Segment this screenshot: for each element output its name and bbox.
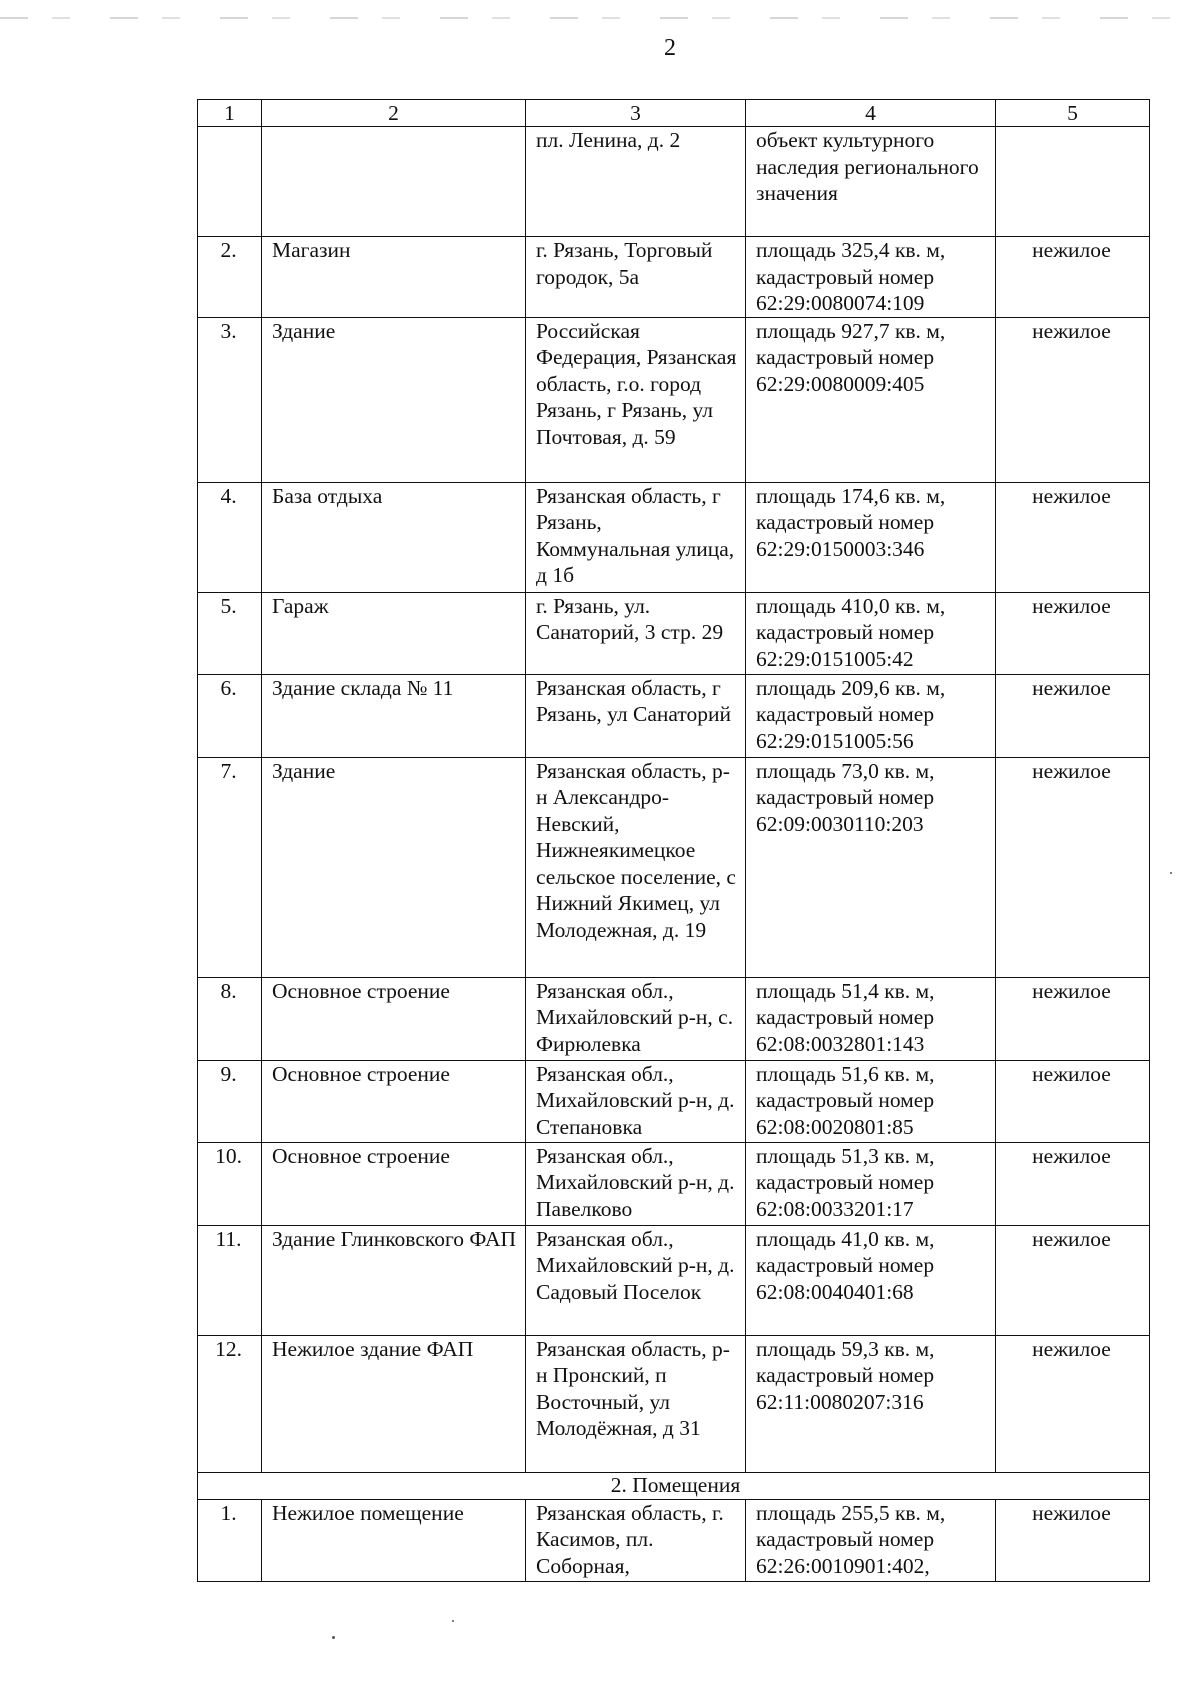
object-kind: нежилое	[996, 1142, 1150, 1225]
object-address: Рязанская обл., Михайловский р-н, с. Фирюлевка	[526, 977, 746, 1060]
object-name: Здание	[262, 757, 526, 977]
object-name: Здание Глинковского ФАП	[262, 1225, 526, 1335]
object-address: пл. Ленина, д. 2	[526, 127, 746, 237]
table-row	[198, 757, 1150, 977]
column-header: 4	[746, 100, 996, 127]
object-kind: нежилое	[996, 977, 1150, 1060]
row-number: 4.	[198, 482, 262, 592]
table-row	[198, 1335, 1150, 1472]
table-row	[198, 977, 1150, 1060]
object-kind: нежилое	[996, 1060, 1150, 1142]
row-number: 10.	[198, 1142, 262, 1225]
row-number: 11.	[198, 1225, 262, 1335]
row-number: 7.	[198, 757, 262, 977]
object-name: База отдыха	[262, 482, 526, 592]
object-name: Здание	[262, 317, 526, 482]
object-kind: нежилое	[996, 1335, 1150, 1472]
scan-speck	[452, 1620, 454, 1622]
object-kind: нежилое	[996, 592, 1150, 674]
object-details: площадь 927,7 кв. м, кадастровый номер 62:29:0080009:405	[746, 317, 996, 482]
row-number	[198, 127, 262, 237]
object-details: площадь 325,4 кв. м, кадастровый номер 62:29:0080074:109	[746, 237, 996, 318]
column-number-header-row	[198, 100, 1150, 127]
object-address: Рязанская обл., Михайловский р-н, д. Степановка	[526, 1060, 746, 1142]
row-number: 12.	[198, 1335, 262, 1472]
row-number: 6.	[198, 674, 262, 757]
table-row	[198, 317, 1150, 482]
object-details: площадь 51,6 кв. м, кадастровый номер 62:08:0020801:85	[746, 1060, 996, 1142]
section-title: 2. Помещения	[198, 1472, 1150, 1499]
object-details: площадь 41,0 кв. м, кадастровый номер 62:08:0040401:68	[746, 1225, 996, 1335]
object-kind: нежилое	[996, 1225, 1150, 1335]
table-row	[198, 1142, 1150, 1225]
page-number: 2	[664, 35, 676, 61]
table-row	[198, 237, 1150, 318]
object-kind: нежилое	[996, 482, 1150, 592]
object-address: г. Рязань, Торговый городок, 5а	[526, 237, 746, 318]
object-address: г. Рязань, ул. Санаторий, 3 стр. 29	[526, 592, 746, 674]
object-name: Магазин	[262, 237, 526, 318]
object-details: площадь 410,0 кв. м, кадастровый номер 62:29:0151005:42	[746, 592, 996, 674]
object-name	[262, 127, 526, 237]
table-row	[198, 1060, 1150, 1142]
table-row	[198, 674, 1150, 757]
scan-speck	[332, 1636, 335, 1639]
object-address: Рязанская область, г Рязань, ул Санаторий	[526, 674, 746, 757]
object-details: площадь 59,3 кв. м, кадастровый номер 62:11:0080207:316	[746, 1335, 996, 1472]
section-header-row	[198, 1472, 1150, 1499]
column-header: 3	[526, 100, 746, 127]
object-details: площадь 174,6 кв. м, кадастровый номер 62:29:0150003:346	[746, 482, 996, 592]
row-number: 1.	[198, 1499, 262, 1581]
object-details: площадь 51,4 кв. м, кадастровый номер 62:08:0032801:143	[746, 977, 996, 1060]
object-kind	[996, 127, 1150, 237]
object-address: Рязанская область, г. Касимов, пл. Соборная,	[526, 1499, 746, 1581]
column-header: 5	[996, 100, 1150, 127]
object-kind: нежилое	[996, 317, 1150, 482]
scan-top-artifact	[0, 17, 1200, 19]
object-details: площадь 209,6 кв. м, кадастровый номер 62:29:0151005:56	[746, 674, 996, 757]
object-kind: нежилое	[996, 237, 1150, 318]
scan-speck	[1170, 872, 1172, 874]
table-row	[198, 482, 1150, 592]
object-kind: нежилое	[996, 674, 1150, 757]
object-name: Нежилое помещение	[262, 1499, 526, 1581]
table-row	[198, 1499, 1150, 1581]
object-address: Рязанская область, р-н Александро-Невский, Нижнеякимецкое сельское поселение, с Нижний Якимец, ул Молодежная, д. 19	[526, 757, 746, 977]
row-number: 5.	[198, 592, 262, 674]
object-address: Российская Федерация, Рязанская область, г.о. город Рязань, г Рязань, ул Почтовая, д. 59	[526, 317, 746, 482]
object-address: Рязанская область, г Рязань, Коммунальная улица, д 1б	[526, 482, 746, 592]
object-address: Рязанская обл., Михайловский р-н, д. Павелково	[526, 1142, 746, 1225]
row-number: 2.	[198, 237, 262, 318]
row-number: 3.	[198, 317, 262, 482]
object-name: Нежилое здание ФАП	[262, 1335, 526, 1472]
table-row	[198, 592, 1150, 674]
row-number: 9.	[198, 1060, 262, 1142]
column-header: 2	[262, 100, 526, 127]
object-name: Основное строение	[262, 1142, 526, 1225]
table-row	[198, 127, 1150, 237]
object-address: Рязанская область, р-н Пронский, п Восточный, ул Молодёжная, д 31	[526, 1335, 746, 1472]
object-name: Здание склада № 11	[262, 674, 526, 757]
object-address: Рязанская обл., Михайловский р-н, д. Садовый Поселок	[526, 1225, 746, 1335]
property-registry-table	[197, 99, 1150, 1582]
object-name: Гараж	[262, 592, 526, 674]
object-details: объект культурного наследия регионального значения	[746, 127, 996, 237]
table-row	[198, 1225, 1150, 1335]
object-name: Основное строение	[262, 977, 526, 1060]
object-kind: нежилое	[996, 1499, 1150, 1581]
column-header: 1	[198, 100, 262, 127]
object-details: площадь 255,5 кв. м, кадастровый номер 62:26:0010901:402,	[746, 1499, 996, 1581]
object-details: площадь 73,0 кв. м, кадастровый номер 62:09:0030110:203	[746, 757, 996, 977]
object-name: Основное строение	[262, 1060, 526, 1142]
object-details: площадь 51,3 кв. м, кадастровый номер 62:08:0033201:17	[746, 1142, 996, 1225]
row-number: 8.	[198, 977, 262, 1060]
object-kind: нежилое	[996, 757, 1150, 977]
